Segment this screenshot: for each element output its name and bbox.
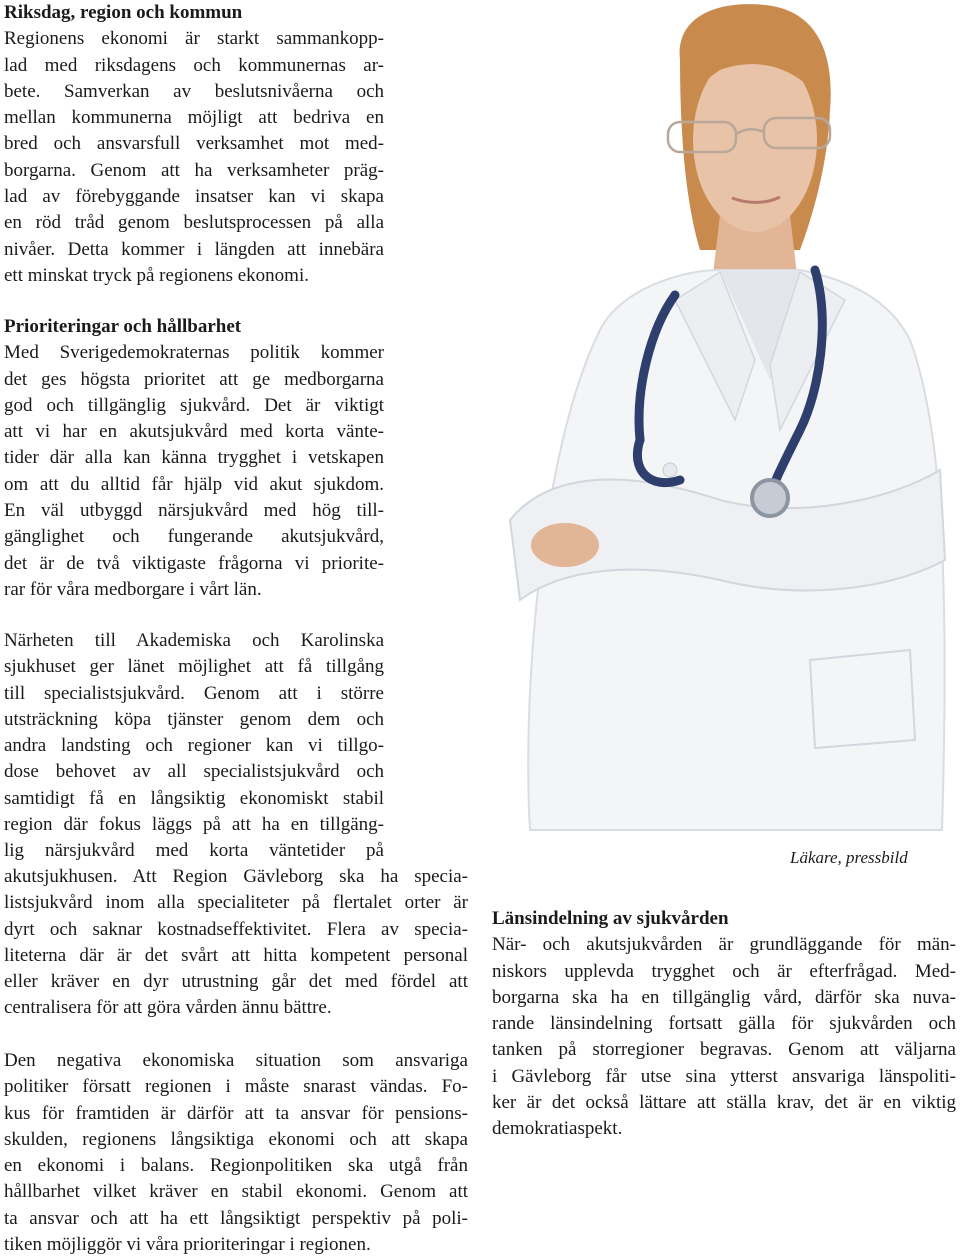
text-line: sjukhuset ger länet möjlighet att få tillgång — [4, 656, 384, 678]
text-line: eller kräver en dyr utrustning går det med fördel att — [4, 971, 468, 993]
text-line: ker är det också lättare att ställa krav, det är en viktig — [492, 1092, 956, 1114]
text-line: lig närsjukvård med korta väntetider på — [4, 840, 384, 862]
text-line: rar för våra medborgare i vårt län. — [4, 578, 262, 600]
text-line: en ekonomi i balans. Regionpolitiken ska utgå från — [4, 1155, 468, 1177]
text-line: Regionens ekonomi är starkt sammankopp- — [4, 28, 384, 50]
text-line: tider där alla kan känna trygghet i vetskapen — [4, 447, 384, 469]
text-line: samtidigt få en långsiktig ekonomiskt stabil — [4, 787, 384, 809]
text-line: tiken möjliggör vi våra prioriteringar i regionen. — [4, 1234, 371, 1256]
text-line: listsjukvård inom alla specialiteter på flertalet orter är — [4, 892, 468, 914]
text-line: borgarna. Genom att ha verksamheter präg- — [4, 159, 384, 181]
text-line: dose behovet av all specialistsjukvård och — [4, 761, 384, 783]
text-line: lad av förebyggande insatser kan vi skapa — [4, 186, 384, 208]
coat-button — [663, 463, 677, 477]
text-line: liteterna där är det svårt att hitta kompetent personal — [4, 944, 468, 966]
text-line: demokratiaspekt. — [492, 1118, 623, 1140]
text-line: god och tillgänglig sjukvård. Det är viktigt — [4, 394, 384, 416]
text-line: bred och ansvarsfull verksamhet mot med- — [4, 133, 384, 155]
text-line: andra landsting och regioner kan vi tillgo- — [4, 735, 384, 757]
text-line: region där fokus läggs på att ha en tillgäng- — [4, 814, 384, 836]
section-narheten — [4, 628, 384, 865]
section-riksdag — [4, 0, 384, 289]
stethoscope-chestpiece — [752, 480, 788, 516]
text-line: nivåer. Detta kommer i längden att innebära — [4, 238, 384, 260]
section-narheten-wide — [4, 864, 468, 1022]
text-line: att vi har en akutsjukvård med korta vänte- — [4, 421, 384, 443]
text-line: Med Sverigedemokraternas politik kommer — [4, 342, 384, 364]
text-line: centralisera för att göra vården ännu bättre. — [4, 997, 332, 1019]
text-line: i Gävleborg får utse sina ytterst ansvariga länspoliti- — [492, 1065, 956, 1087]
section-heading: Prioriteringar och hållbarhet — [4, 316, 242, 337]
section-heading: Länsindelning av sjukvården — [492, 908, 729, 929]
text-line: rande länsindelning fortsatt gälla för sjukvården och — [492, 1013, 956, 1035]
text-line: mellan kommunerna möjligt att bedriva en — [4, 107, 384, 129]
text-line: bete. Samverkan av beslutsnivåerna och — [4, 80, 384, 102]
text-line: gänglighet och fungerande akutsjukvård, — [4, 526, 384, 548]
text-line: det ges högsta prioritet att ge medborgarna — [4, 368, 384, 390]
text-line: ett minskat tryck på regionens ekonomi. — [4, 264, 309, 286]
doctor-photo — [470, 0, 960, 832]
text-line: kus för framtiden är därför att ta ansvar för pensions- — [4, 1102, 468, 1124]
section-lansindelning — [492, 906, 956, 1143]
hand — [531, 523, 599, 567]
text-line: utsträckning köpa tjänster genom dem och — [4, 708, 384, 730]
text-line: Närheten till Akademiska och Karolinska — [4, 630, 384, 651]
text-line: det är de två viktigaste frågorna vi priorite- — [4, 552, 384, 574]
text-line: ta ansvar och att ha ett långsiktigt perspektiv på poli- — [4, 1207, 468, 1229]
section-prioriteringar — [4, 314, 384, 603]
text-line: Den negativa ekonomiska situation som ansvariga — [4, 1050, 468, 1071]
text-line: borgarna ska ha en tillgänglig vård, därför ska nuva- — [492, 986, 956, 1008]
text-line: till specialistsjukvård. Genom att i större — [4, 682, 384, 704]
text-line: När- och akutsjukvården är grundläggande för män- — [492, 934, 956, 956]
text-line: tanken på storregioner begravas. Genom att väljarna — [492, 1039, 956, 1061]
section-ekonomi — [4, 1048, 468, 1258]
text-line: hållbarhet vilket kräver en stabil ekonomi. Genom att — [4, 1181, 468, 1203]
photo-caption: Läkare, pressbild — [790, 848, 908, 867]
text-line: niskors upplevda trygghet och är efterfrågad. Med- — [492, 960, 956, 982]
text-line: om att du alltid får hjälp vid akut sjukdom. — [4, 473, 384, 495]
text-line: lad med riksdagens och kommunernas ar- — [4, 54, 384, 76]
text-line: dyrt och saknar kostnadseffektivitet. Flera av specia- — [4, 918, 468, 940]
text-line: akutsjukhusen. Att Region Gävleborg ska ha specia- — [4, 866, 468, 887]
section-heading: Riksdag, region och kommun — [4, 2, 243, 23]
text-line: en röd tråd genom beslutsprocessen på alla — [4, 212, 384, 234]
text-line: En väl utbyggd närsjukvård med hög till- — [4, 500, 384, 522]
text-line: skulden, regionens långsiktiga ekonomi och att skapa — [4, 1128, 468, 1150]
text-line: politiker försatt regionen i måste snarast vändas. Fo- — [4, 1076, 468, 1098]
